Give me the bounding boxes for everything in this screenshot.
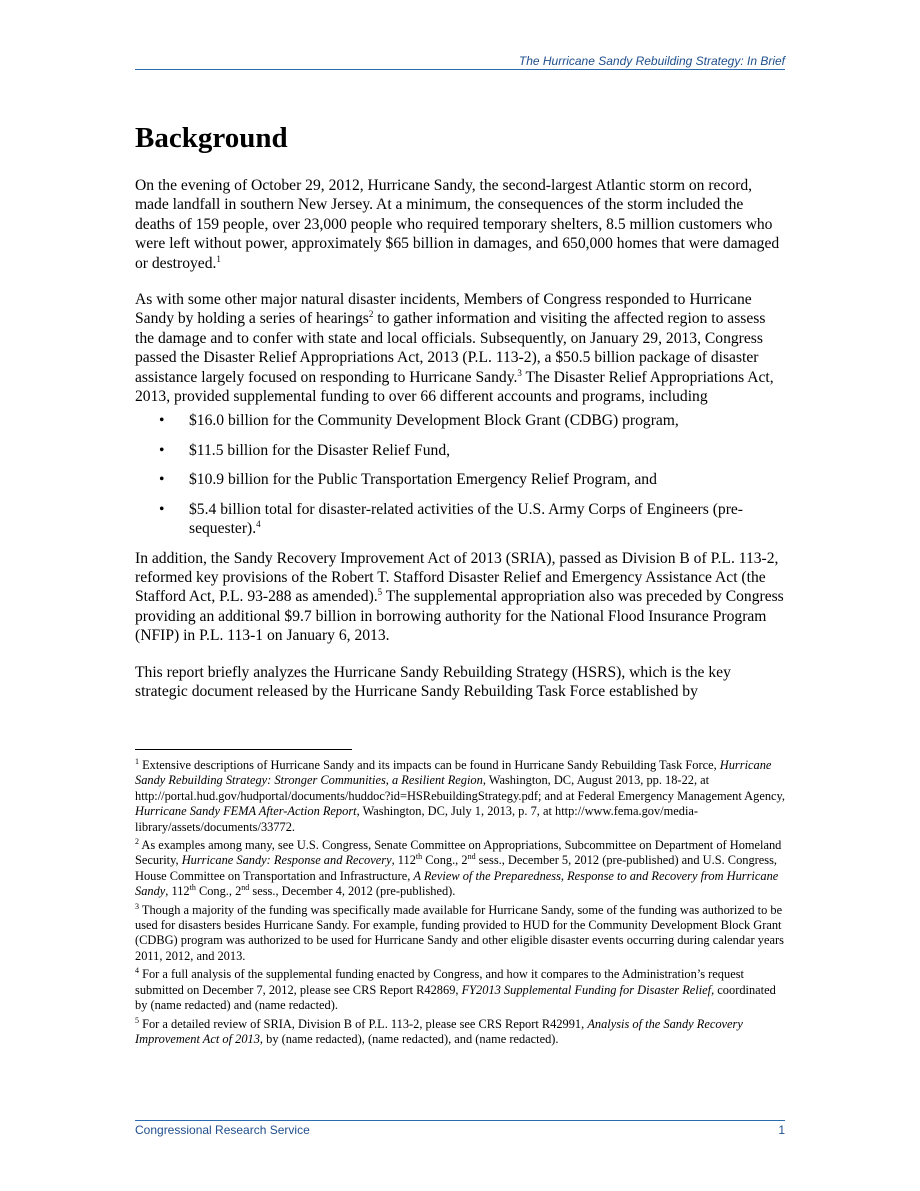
- footnote-3: $^3$ Though a majority of the funding was specifically made available for Hurricane Sandy, some of the funding was authorized to be used for disasters besides Hurricane Sandy. For example, funding provided to HUD for the Community Development Block Grant (CDBG) program was authorized to be used for Hurricane Sandy and other eligible disaster events occurring during calendar years 2011, 2012, and 2013.: [135, 901, 784, 963]
- footer-publisher: Congressional Research Service: [135, 1123, 310, 1137]
- paragraph-3: In addition, the Sandy Recovery Improvement Act of 2013 (SRIA), passed as Division B of P.L. 113-2, reformed key provisions of the Robert T. Stafford Disaster Relief and Emergency Assistance Act (the Stafford Act, P.L. 93-288 as amended).$^5$ The supplemental appropriation also was preceded by Congress providing an additional $9.7 billion in borrowing authority for the National Flood Insurance Program (NFIP) in P.L. 113-1 on January 6, 2013.: [135, 549, 784, 645]
- footnote-ref-4: 4: [256, 519, 261, 530]
- footnotes: [135, 758, 790, 1050]
- list-item: • $16.0 billion for the Community Development Block Grant (CDBG) program,: [159, 412, 679, 430]
- paragraph-1: On the evening of October 29, 2012, Hurricane Sandy, the second-largest Atlantic storm on record, made landfall in southern New Jersey. At a minimum, the consequences of the storm included the deaths of 159 people, over 23,000 people who required temporary shelters, 8.5 million customers who were left without power, approximately $65 billion in damages, and 650,000 homes that were damaged or destroyed.$^1$: [135, 177, 780, 272]
- list-item: • $10.9 billion for the Public Transportation Emergency Relief Program, and: [159, 471, 657, 489]
- page-number: 1: [778, 1123, 785, 1137]
- footnote-separator: [135, 749, 352, 750]
- footnote-2: $^2$ As examples among many, see U.S. Congress, Senate Committee on Appropriations, Subcommittee on Department of Homeland Security, Hurricane Sandy: Response and Recovery, 112th Cong., 2nd sess., December 5, 2012 (pre-published) and U.S. Congress, House Committee on Transportation and Infrastructure, A Review of the Preparedness, Response to and Recovery from Hurricane Sandy, 112th Cong., 2nd sess., December 4, 2012 (pre-published).: [135, 837, 782, 899]
- footnote-5: $^5$ For a detailed review of SRIA, Division B of P.L. 113-2, please see CRS Report R42991, Analysis of the Sandy Recovery Improvement Act of 2013, by (name redacted), (name redacted), and (name redacted).: [135, 1015, 743, 1046]
- list-item: • $11.5 billion for the Disaster Relief Fund,: [159, 441, 451, 459]
- header-rule: [135, 69, 785, 70]
- funding-list: [135, 411, 785, 538]
- paragraph-4: This report briefly analyzes the Hurricane Sandy Rebuilding Strategy (HSRS), which is the key strategic document released by the Hurricane Sandy Rebuilding Task Force established by: [135, 663, 731, 700]
- bullet-icon: •: [159, 500, 165, 518]
- list-item: • $5.4 billion total for disaster-related activities of the U.S. Army Corps of Engineers (pre-sequester).$^4$: [159, 500, 743, 538]
- paragraph-2: As with some other major natural disaster incidents, Members of Congress responded to Hurricane Sandy by holding a series of hearings$^2$ to gather information and visiting the affected region to assess the damage and to confer with state and local officials. Subsequently, on January 29, 2013, Congress passed the Disaster Relief Appropriations Act, 2013 (P.L. 113-2), a $50.5 billion package of disaster assistance largely focused on responding to Hurricane Sandy.$^3$ The Disaster Relief Appropriations Act, 2013, provided supplemental funding to over 66 different accounts and programs, including: [135, 291, 774, 406]
- running-header: The Hurricane Sandy Rebuilding Strategy: In Brief: [518, 54, 785, 68]
- footnote-1: $^1$ Extensive descriptions of Hurricane Sandy and its impacts can be found in Hurricane Sandy Rebuilding Task Force, Hurricane Sandy Rebuilding Strategy: Stronger Communities, a Resilient Region, Washington, DC, August 2013, pp. 18-22, at http://portal.hud.gov/hudportal/documents/huddoc?id=HSRebuildingStrategy.pdf; and at Federal Emergency Management Agency, Hurricane Sandy FEMA After-Action Report, Washington, DC, July 1, 2013, p. 7, at http://www.fema.gov/media-library/assets/documents/33772.: [135, 757, 786, 834]
- footnote-ref-1: 1: [216, 253, 221, 264]
- bullet-icon: •: [159, 471, 165, 489]
- section-heading: Background: [135, 122, 288, 154]
- footnote-4: $^4$ For a full analysis of the supplemental funding enacted by Congress, and how it compares to the Administration’s request submitted on December 7, 2012, please see CRS Report R42869, FY2013 Supplemental Funding for Disaster Relief, coordinated by (name redacted) and (name redacted).: [135, 966, 776, 1013]
- footer-rule: [135, 1120, 785, 1121]
- footnote-ref-2: 2: [368, 309, 374, 320]
- body-text: [135, 176, 785, 718]
- bullet-icon: •: [159, 412, 165, 430]
- footnote-ref-5: 5: [377, 587, 383, 598]
- bullet-icon: •: [159, 441, 165, 459]
- footnote-ref-3: 3: [517, 367, 522, 378]
